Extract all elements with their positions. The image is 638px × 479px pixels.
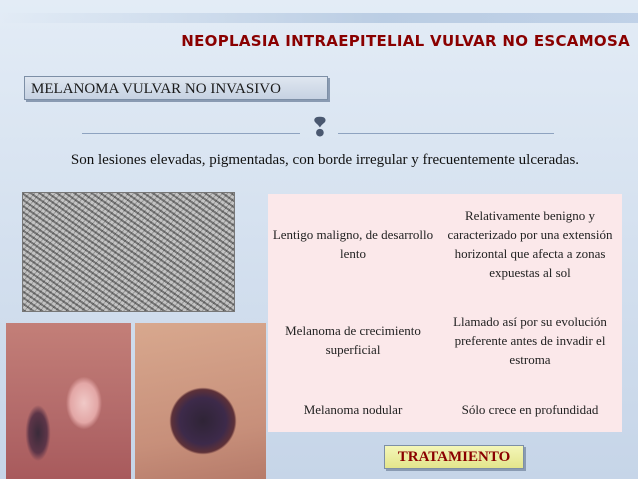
slide-title: NEOPLASIA INTRAEPITELIAL VULVAR NO ESCAMOSA bbox=[181, 32, 630, 50]
table-cell-description: Sólo crece en profundidad bbox=[461, 401, 599, 417]
section-label: MELANOMA VULVAR NO INVASIVO bbox=[24, 76, 328, 100]
clinical-photo-nodule bbox=[135, 323, 266, 479]
divider-left bbox=[82, 133, 300, 134]
histology-image bbox=[22, 192, 235, 312]
clinical-photo-vulva bbox=[6, 323, 131, 479]
table-cell-type: Melanoma de crecimiento superficial bbox=[285, 323, 421, 357]
exclamation-icon: ❢ bbox=[309, 113, 331, 143]
decorative-bar bbox=[0, 13, 638, 23]
tratamiento-button[interactable]: TRATAMIENTO bbox=[384, 445, 524, 469]
table-row bbox=[268, 194, 622, 294]
table-cell-type: Lentigo maligno, de desarrollo lento bbox=[272, 227, 434, 261]
table-cell-description: Relativamente benigno y caracterizado por una extensión horizontal que afecta a zonas expuestas al sol bbox=[447, 208, 613, 280]
intro-text: Son lesiones elevadas, pigmentadas, con borde irregular y frecuentemente ulceradas. bbox=[70, 152, 580, 168]
slide-corner-icon bbox=[614, 457, 634, 477]
melanoma-types-table bbox=[268, 194, 622, 432]
table-cell-description: Llamado así por su evolución preferente antes de invadir el estroma bbox=[453, 313, 607, 367]
table-row bbox=[268, 386, 622, 432]
divider-right bbox=[338, 133, 554, 134]
table-cell-type: Melanoma nodular bbox=[303, 401, 403, 417]
table-row bbox=[268, 294, 622, 386]
